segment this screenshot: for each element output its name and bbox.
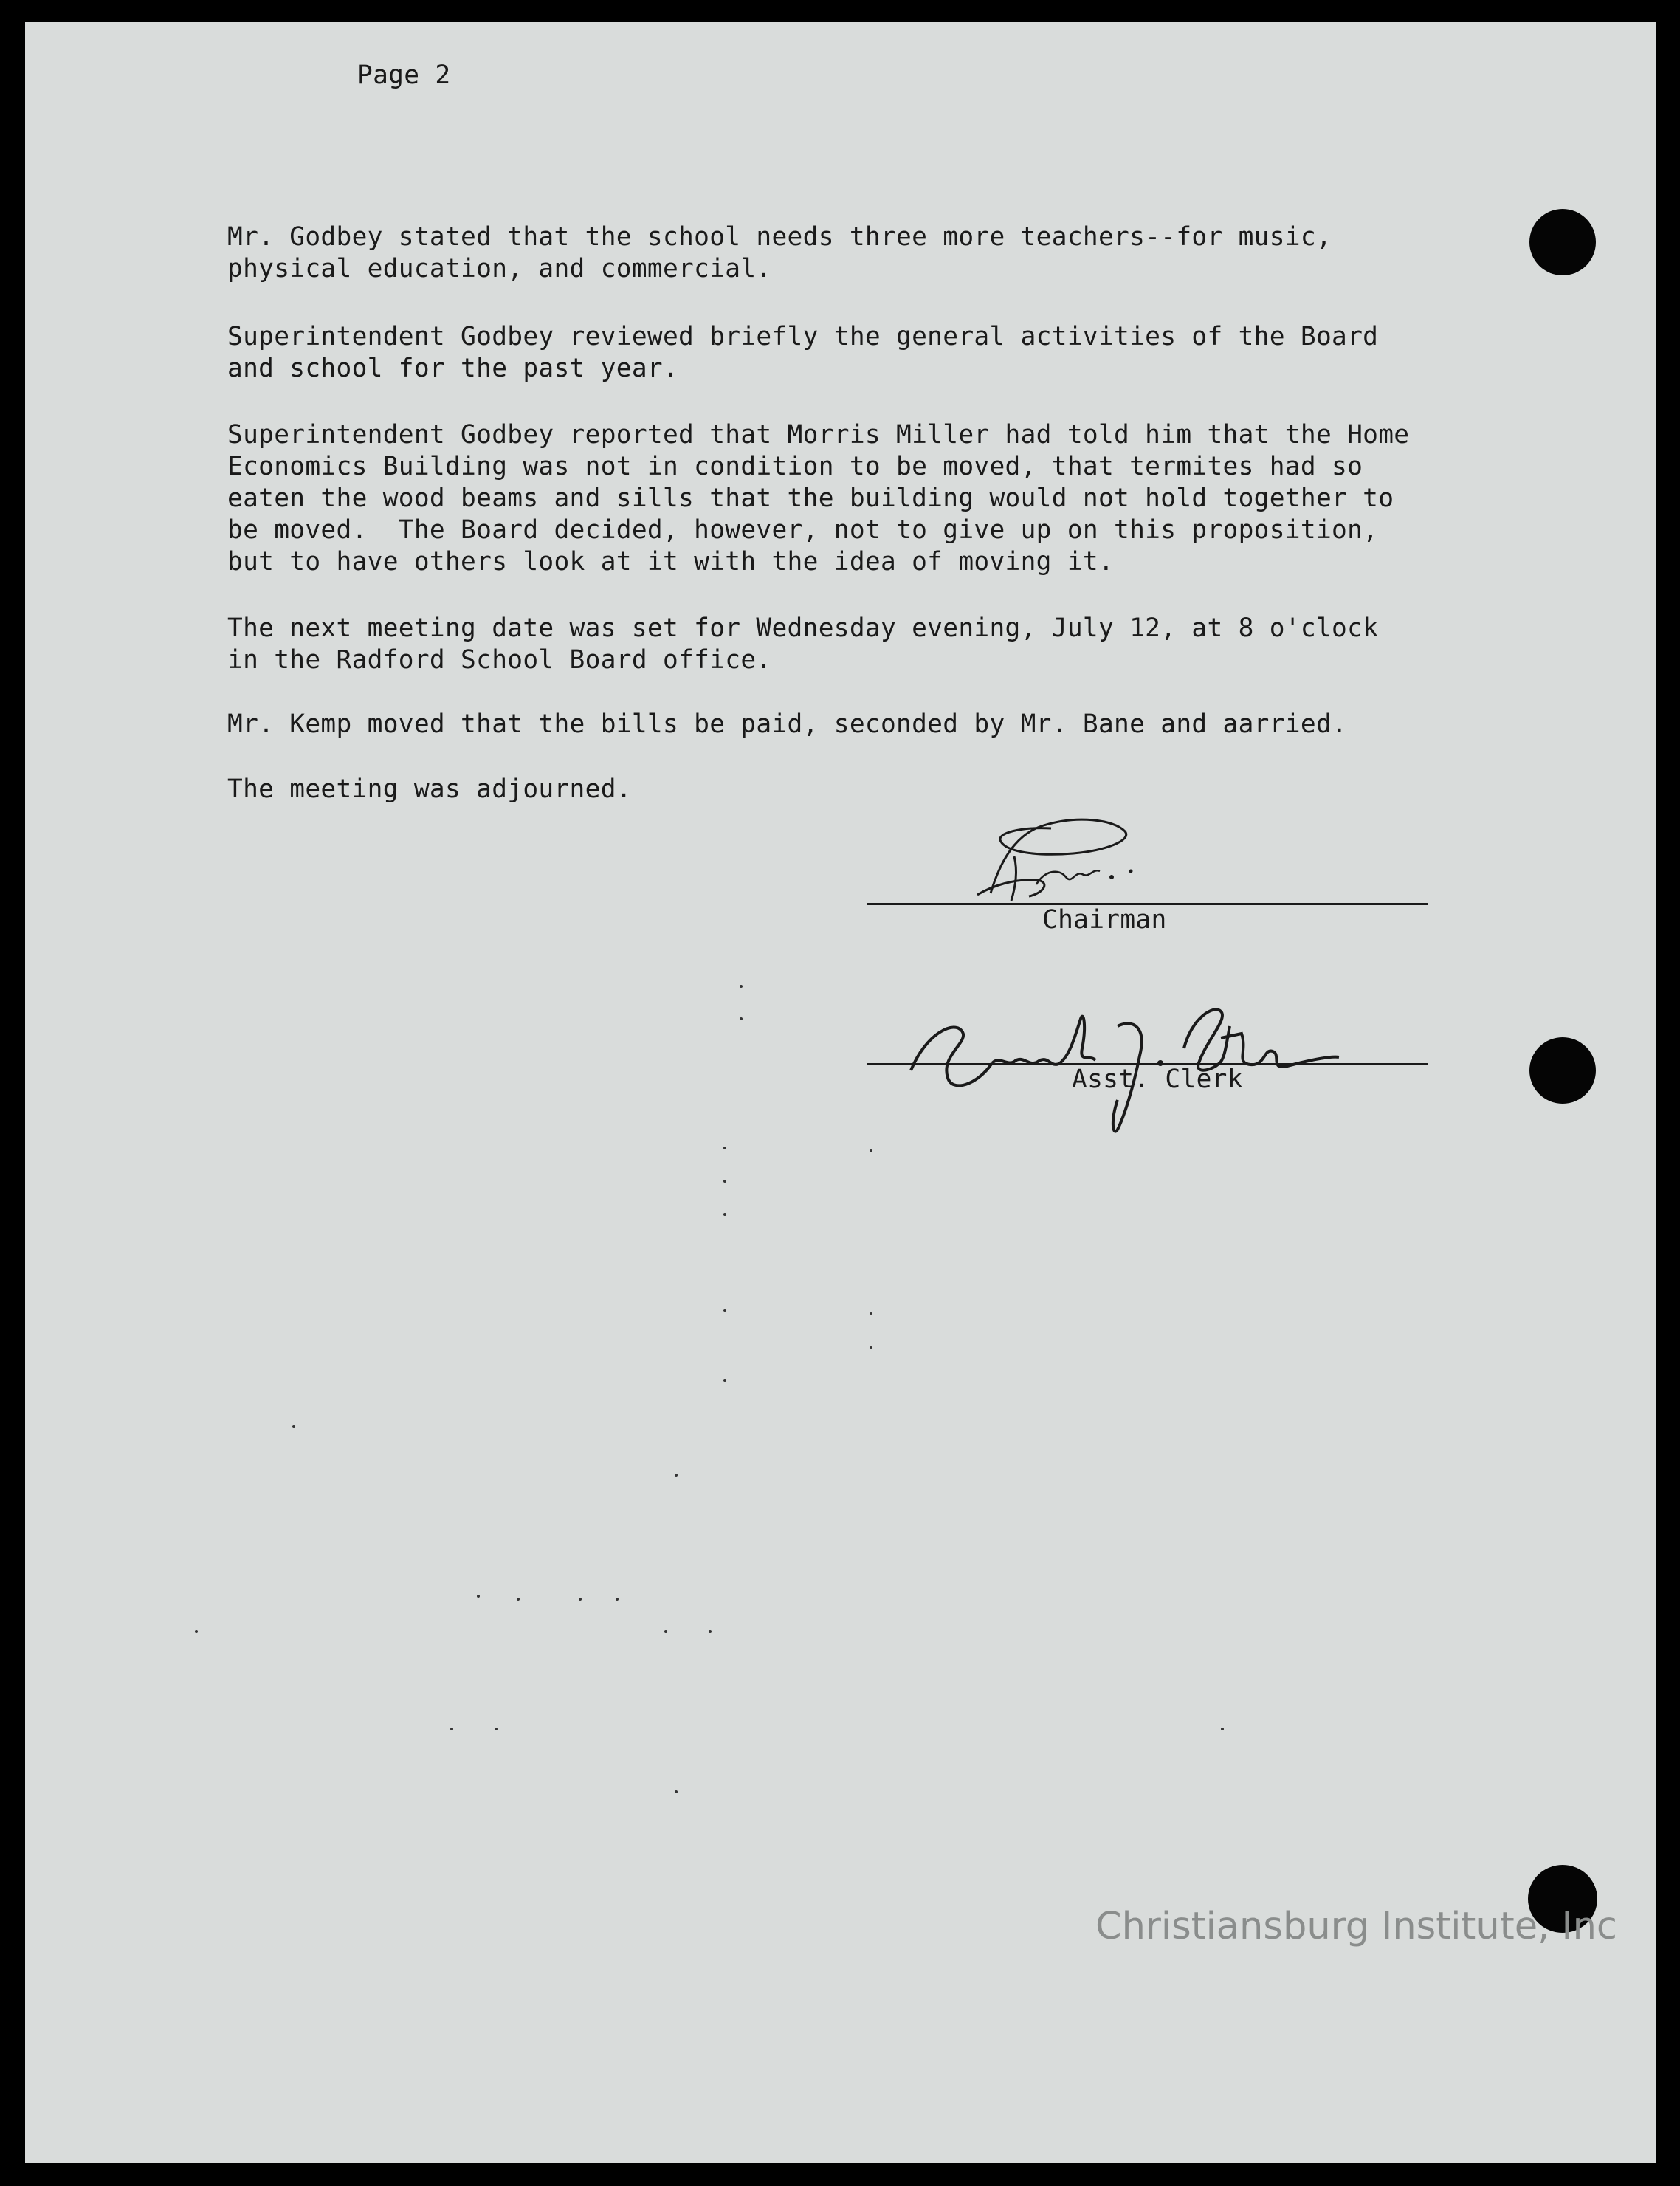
paragraph-teachers: Mr. Godbey stated that the school needs three more teachers--for music, physical education, and commercial. <box>227 222 1332 283</box>
binder-hole <box>1529 209 1596 275</box>
speck <box>616 1598 619 1601</box>
paragraph-adjourned: The meeting was adjourned. <box>227 774 632 804</box>
speck <box>195 1630 198 1633</box>
speck <box>1221 1728 1224 1730</box>
speck <box>517 1598 520 1601</box>
speck <box>723 1180 726 1183</box>
speck <box>723 1379 726 1382</box>
paragraph-next-meeting: The next meeting date was set for Wednesday evening, July 12, at 8 o'clock in the Radford School Board office. <box>227 613 1379 675</box>
speck <box>740 1017 743 1020</box>
speck <box>740 985 743 988</box>
chairman-title: Chairman <box>1042 905 1167 935</box>
speck <box>292 1425 295 1428</box>
speck <box>870 1312 872 1315</box>
clerk-signature <box>896 975 1354 1137</box>
speck <box>723 1213 726 1216</box>
speck <box>709 1630 712 1633</box>
speck <box>495 1728 498 1730</box>
speck <box>664 1630 667 1633</box>
binder-hole <box>1529 1037 1596 1104</box>
paragraph-review: Superintendent Godbey reviewed briefly the general activities of the Board and school for the past year. <box>227 322 1379 383</box>
paragraph-home-economics: Superintendent Godbey reported that Morris Miller had told him that the Home Economics Building was not in condition to be moved, that termites had so eaten the wood beams and sills that the building would not hold together to be moved. The Board decided, however, not to give up on this proposition, but to have others look at it with the idea of moving it. <box>227 420 1410 577</box>
watermark: Christiansburg Institute, Inc <box>1095 1905 1617 1948</box>
speck <box>723 1147 726 1149</box>
speck <box>450 1728 453 1730</box>
speck <box>477 1595 480 1598</box>
clerk-title: Asst. Clerk <box>1072 1065 1243 1094</box>
page-number: Page 2 <box>357 61 451 90</box>
speck <box>723 1309 726 1312</box>
speck <box>870 1149 872 1152</box>
speck <box>675 1790 678 1793</box>
document-page <box>25 22 1656 2163</box>
speck <box>579 1598 582 1601</box>
speck <box>870 1346 872 1349</box>
speck <box>675 1474 678 1477</box>
paragraph-bills: Mr. Kemp moved that the bills be paid, seconded by Mr. Bane and aarried. <box>227 709 1348 739</box>
